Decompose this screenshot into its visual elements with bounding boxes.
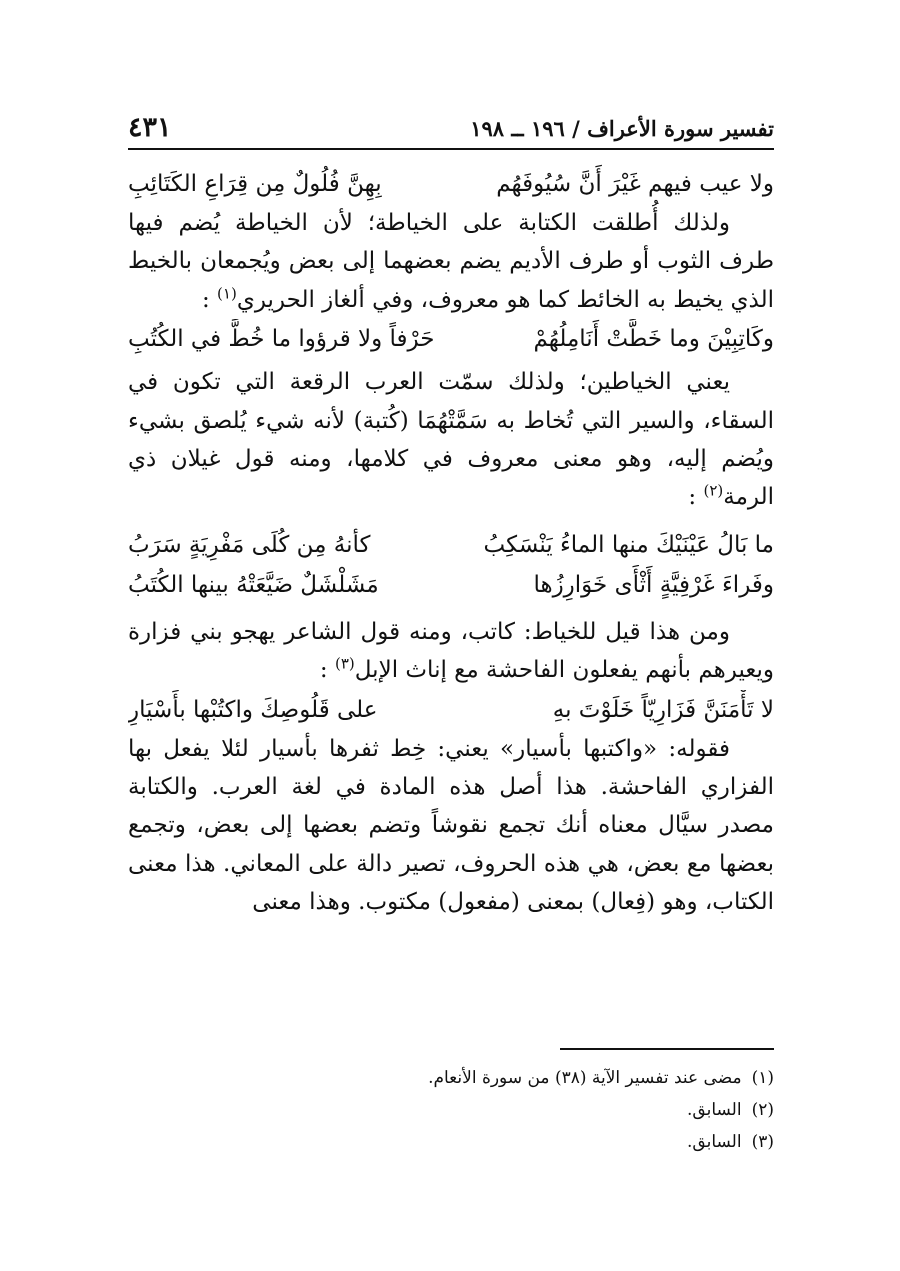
paragraph <box>128 613 774 690</box>
verse-first-hemistich: لا تَأْمَنَنَّ فَزَارِيّاً خَلَوْتَ بهِ <box>552 696 774 723</box>
colon: : <box>201 286 210 313</box>
paragraph-text: ومن هذا قيل للخياط: كاتب، ومنه قول الشاعر يهجو بني فزارة ويعيرهم بأنهم يفعلون الفاحشة مع إناث الإبل <box>128 618 774 684</box>
verse-first-hemistich: وفَراءَ غَرْفِيَّةٍ أَثْأَى خَوَارِزُها <box>533 571 774 598</box>
page-body <box>128 164 774 922</box>
footnote-number: (٣) <box>751 1132 774 1152</box>
paragraph-text: فقوله: «واكتبها بأسيار» يعني: خِط ثفرها بأسيار لئلا يفعل بها الفزاري الفاحشة. هذا أصل هذه المادة في لغة العرب. والكتابة مصدر سيَّال معناه أنك تجمع نقوشاً وتضم بعضها إلى بعض، وتجمع بعضها مع بعض، هي هذه الحروف، تصير دالة على المعاني. هذا معنى الكتاب، وهو (فِعال) بمعنى (مفعول) مكتوب. وهذا معنى <box>128 735 774 916</box>
verse-first-hemistich: وكَاتِبِيْنَ وما خَطَّتْ أَنَامِلُهُمْ <box>533 326 774 353</box>
paragraph-text: ولذلك أُطلقت الكتابة على الخياطة؛ لأن الخياطة يُضم فيها طرف الثوب أو طرف الأديم يضم بعضهما إلى بعض ويُجمعان بالخيط الذي يخيط به الخائط كما هو معروف، وفي ألغاز الحريري <box>128 210 774 313</box>
footnote-item <box>128 1062 774 1094</box>
footnote-marker: (١) <box>217 284 237 303</box>
verse-line <box>128 690 774 730</box>
footnote-marker: (٢) <box>703 481 724 500</box>
footnote-marker: (٣) <box>334 654 355 673</box>
verse-second-hemistich: بِهِنَّ فُلُولٌ مِن قِرَاعِ الكَتَائِبِ <box>128 171 382 197</box>
paragraph <box>128 730 774 922</box>
footnote-text: مضى عند تفسير الآية (٣٨) من سورة الأنعام. <box>428 1068 742 1088</box>
footnote-text: السابق. <box>687 1100 742 1120</box>
book-page <box>128 112 774 1232</box>
colon: : <box>319 657 328 684</box>
footnote-separator <box>560 1048 774 1050</box>
verse-first-hemistich: ما بَالُ عَيْنَيْكَ منها الماءُ يَنْسَكِبُ <box>483 531 774 558</box>
verse-first-hemistich: ولا عيب فيهم غَيْرَ أَنَّ سُيُوفَهُم <box>496 171 774 197</box>
verse-line <box>128 525 774 565</box>
footnote-number: (١) <box>751 1068 774 1088</box>
verse-line <box>128 319 774 359</box>
verse-second-hemistich: على قَلُوصِكَ واكتُبْها بأَسْيَارِ <box>128 696 378 723</box>
page-header <box>128 112 774 150</box>
footnote-item <box>128 1094 774 1126</box>
paragraph <box>128 363 774 517</box>
verse-line <box>128 565 774 605</box>
verse-second-hemistich: حَرْفاً ولا قرؤوا ما خُطَّ في الكُتُبِ <box>128 326 435 353</box>
footnotes <box>128 1062 774 1158</box>
footnote-text: السابق. <box>687 1132 742 1152</box>
running-title: تفسير سورة الأعراف / ١٩٦ ــ ١٩٨ <box>470 116 774 141</box>
verse-line <box>128 164 774 204</box>
footnote-number: (٢) <box>751 1100 774 1120</box>
page-number: ٤٣١ <box>128 112 172 143</box>
colon: : <box>688 484 697 511</box>
paragraph-text: يعني الخياطين؛ ولذلك سمّت العرب الرقعة التي تكون في السقاء، والسير التي تُخاط به سَمَّتْهُمَا (كُتبة) لأنه شيء يُلصق بشيء ويُضم إليه، وهو معنى معروف في كلامها، ومنه قول غيلان ذي الرمة <box>128 369 774 511</box>
paragraph <box>128 204 774 319</box>
verse-second-hemistich: كأنهُ مِن كُلَى مَفْرِيَةٍ سَرَبُ <box>128 531 371 558</box>
verse-second-hemistich: مَشَلْشَلٌ ضَيَّعَتْهُ بينها الكُتَبُ <box>128 571 379 598</box>
footnote-item <box>128 1126 774 1158</box>
